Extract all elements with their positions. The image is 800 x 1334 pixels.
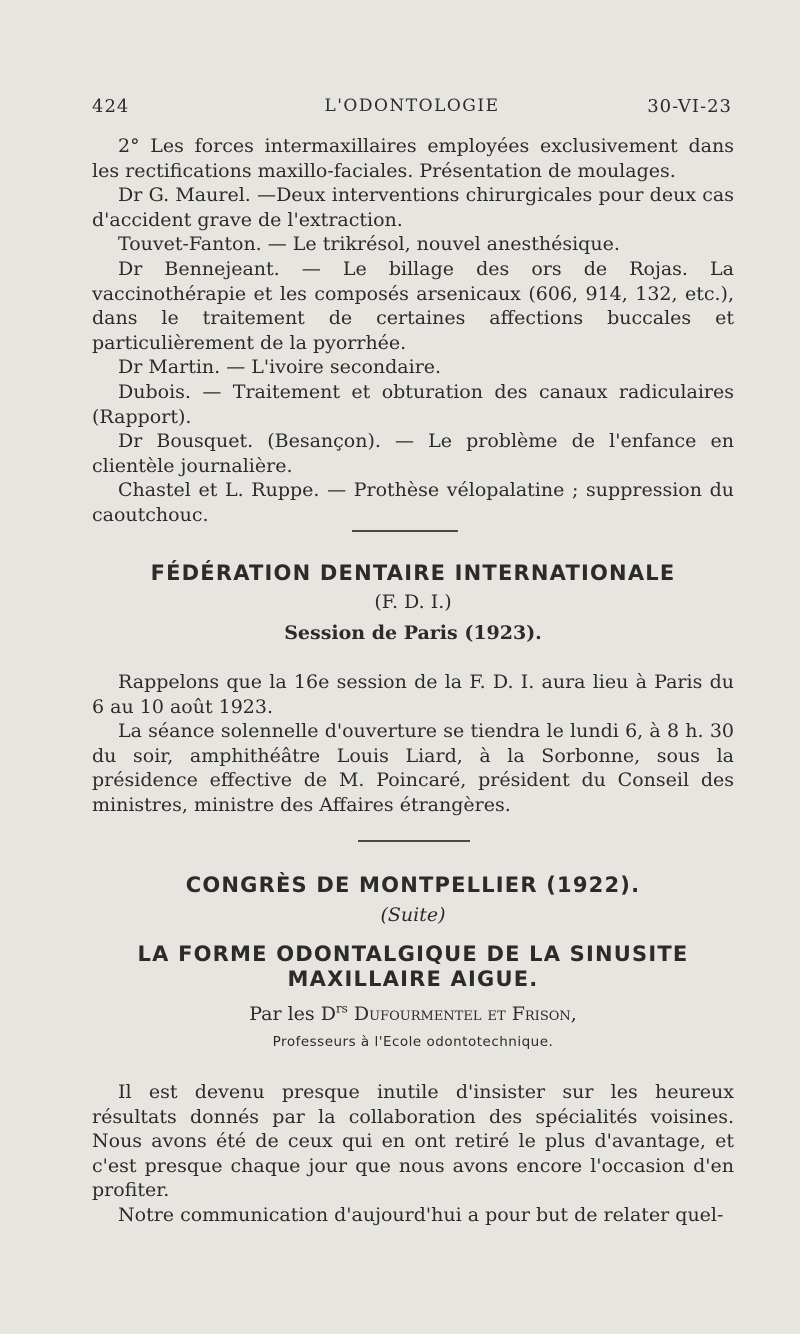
congress-title: CONGRÈS DE MONTPELLIER (1922).: [185, 873, 641, 897]
list-item: Chastel et L. Ruppe. — Prothèse vélopalatine ; suppression du caoutchouc.: [92, 479, 734, 526]
issue-date: 30-VI-23: [647, 96, 732, 117]
byline-authors: Dufourmentel et Frison,: [353, 1003, 577, 1025]
article-body: [92, 1080, 734, 1228]
affiliation: Professeurs à l'Ecole odontotechnique.: [272, 1034, 554, 1050]
list-item: Dr Bousquet. (Besançon). — Le problème de l'enfance en clientèle journalière.: [92, 430, 734, 477]
list-item: Touvet-Fanton. — Le trikrésol, nouvel anesthésique.: [118, 233, 620, 256]
fdi-paragraph: La séance solennelle d'ouverture se tiendra le lundi 6, à 8 h. 30 du soir, amphithéâtre Louis Liard, à la Sorbonne, sous la présidence effective de M. Poincaré, président du Conseil des ministres, ministre des Affaires étrangères.: [92, 720, 734, 816]
list-item: Dr G. Maurel. —Deux interventions chirurgicales pour deux cas d'accident grave de l'extraction.: [92, 184, 734, 231]
fdi-paragraph: Rappelons que la 16e session de la F. D. I. aura lieu à Paris du 6 au 10 août 1923.: [92, 671, 734, 718]
section-divider: [352, 530, 458, 532]
byline: [92, 1003, 734, 1025]
article-paragraph: Il est devenu presque inutile d'insister sur les heureux résultats donnés par la collaboration des spécialités voisines. Nous avons été de ceux qui en ont retiré le plus d'avantage, et c'est presque chaque jour que nous avons encore l'occasion d'en profiter.: [92, 1081, 734, 1202]
communications-list: [92, 134, 734, 528]
fdi-session: Session de Paris (1923).: [284, 622, 542, 644]
byline-prefix: Par les D: [249, 1003, 336, 1025]
fdi-abbreviation: (F. D. I.): [374, 591, 452, 613]
article-title-line-1: LA FORME ODONTALGIQUE DE LA SINUSITE: [137, 942, 689, 966]
list-item: Dr Martin. — L'ivoire secondaire.: [118, 356, 442, 379]
running-title: L'ODONTOLOGIE: [324, 96, 500, 116]
page-number: 424: [92, 96, 130, 117]
article-paragraph: Notre communication d'aujourd'hui a pour but de relater quel-: [118, 1203, 724, 1226]
list-item: Dubois. — Traitement et obturation des canaux radiculaires (Rapport).: [92, 380, 734, 428]
fdi-body: [92, 670, 734, 818]
article-title-line-2: MAXILLAIRE AIGUE.: [287, 967, 539, 991]
fdi-title: FÉDÉRATION DENTAIRE INTERNATIONALE: [150, 561, 676, 585]
page-header: [92, 96, 732, 126]
list-item: Dr Bennejeant. — Le billage des ors de Rojas. La vaccinothérapie et les composés arsenicaux (606, 914, 132, etc.), dans le traitement de certaines affections buccales et particulièrement de la pyorrhée.: [92, 257, 734, 354]
list-item: 2° Les forces intermaxillaires employées exclusivement dans les rectifications maxillo-faciales. Présentation de moulages.: [92, 135, 734, 182]
section-divider-2: [358, 840, 470, 842]
congress-suite: (Suite): [380, 904, 446, 926]
byline-sup: rs: [335, 1001, 348, 1016]
